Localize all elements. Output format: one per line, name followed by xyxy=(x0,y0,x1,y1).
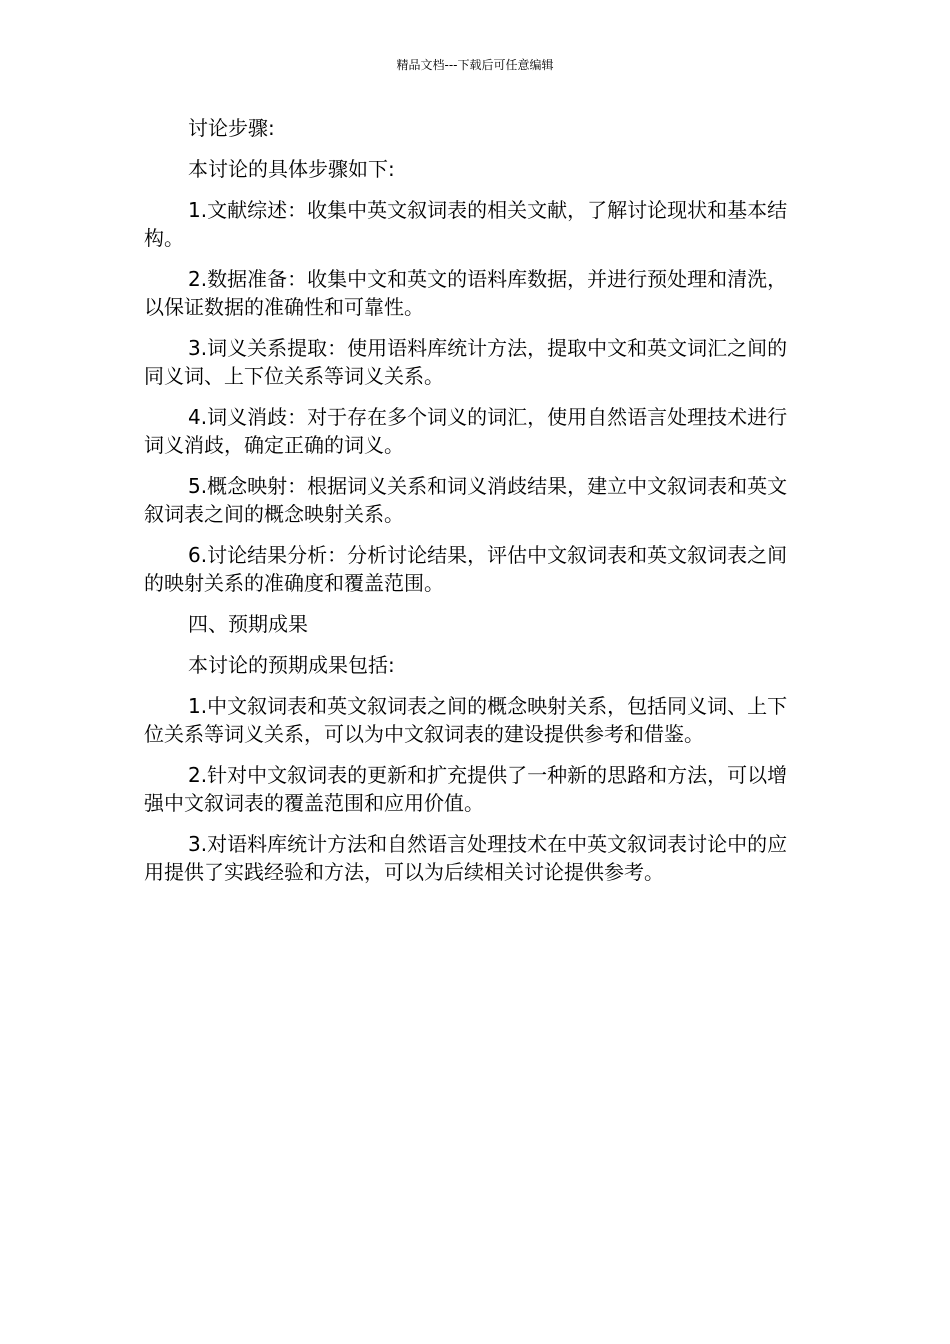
list-item-step-3: 3.词义关系提取：使用语料库统计方法，提取中文和英文词汇之间的同义词、上下位关系等词义关系。 xyxy=(144,336,788,388)
list-item-step-5: 5.概念映射：根据词义关系和词义消歧结果，建立中文叙词表和英文叙词表之间的概念映射关系。 xyxy=(144,474,788,526)
heading-discussion-steps: 讨论步骤: xyxy=(188,116,275,140)
list-item-step-2: 2.数据准备：收集中文和英文的语料库数据，并进行预处理和清洗，以保证数据的准确性和可靠性。 xyxy=(144,267,788,319)
paragraph-steps-intro: 本讨论的具体步骤如下: xyxy=(188,157,395,181)
paragraph-results-intro: 本讨论的预期成果包括: xyxy=(188,653,395,677)
list-item-step-6: 6.讨论结果分析：分析讨论结果，评估中文叙词表和英文叙词表之间的映射关系的准确度和覆盖范围。 xyxy=(144,543,788,595)
list-item-result-1: 1.中文叙词表和英文叙词表之间的概念映射关系，包括同义词、上下位关系等词义关系，可以为中文叙词表的建设提供参考和借鉴。 xyxy=(144,694,788,746)
list-item-step-1: 1.文献综述：收集中英文叙词表的相关文献，了解讨论现状和基本结构。 xyxy=(144,198,788,250)
heading-expected-results: 四、预期成果 xyxy=(188,612,308,636)
document-body xyxy=(144,114,804,899)
list-item-result-3: 3.对语料库统计方法和自然语言处理技术在中英文叙词表讨论中的应用提供了实践经验和方法，可以为后续相关讨论提供参考。 xyxy=(144,832,788,884)
list-item-result-2: 2.针对中文叙词表的更新和扩充提供了一种新的思路和方法，可以增强中文叙词表的覆盖范围和应用价值。 xyxy=(144,763,788,815)
page-header: 精品文档---下载后可任意编辑 xyxy=(396,58,554,72)
list-item-step-4: 4.词义消歧：对于存在多个词义的词汇，使用自然语言处理技术进行词义消歧，确定正确的词义。 xyxy=(144,405,788,457)
